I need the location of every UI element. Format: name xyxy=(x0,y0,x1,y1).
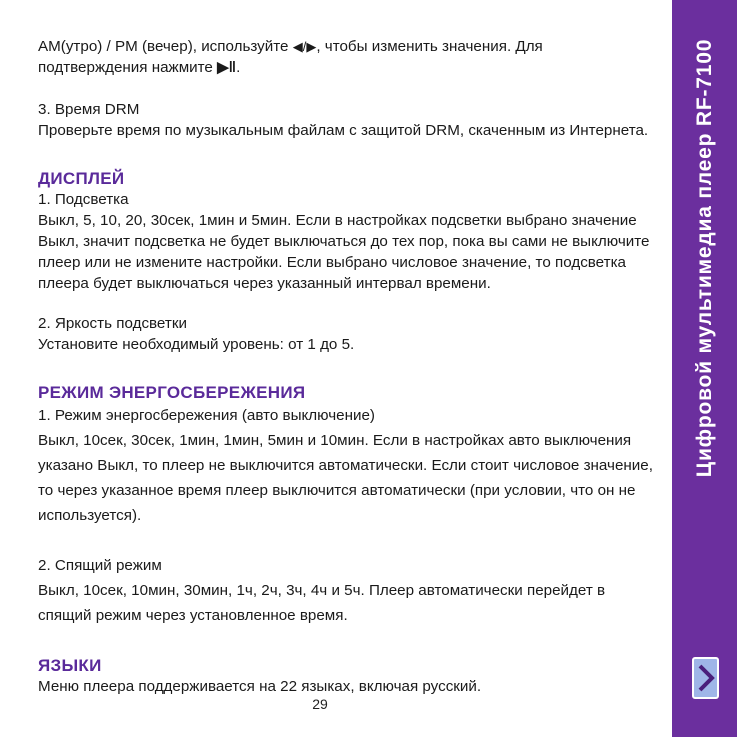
sidebar xyxy=(672,0,737,737)
chevron-right-icon xyxy=(697,663,715,693)
sidebar-title: Цифровой мультимедиа плеер RF-7100 xyxy=(692,38,716,478)
page-number: 29 xyxy=(312,696,328,712)
auto-off-heading: 1. Режим энергосбережения (авто выключение) xyxy=(38,407,375,424)
intro-suffix-1: , чтобы изменить значения. Для xyxy=(316,38,543,55)
display-section-title: ДИСПЛЕЙ xyxy=(38,169,125,188)
sleep-text: Выкл, 10сек, 10мин, 30мин, 1ч, 2ч, 3ч, 4ч и 5ч. Плеер автоматически перейдет в спящий режим через установленное время. xyxy=(38,582,606,624)
page-content xyxy=(38,36,653,697)
next-page-button[interactable] xyxy=(692,657,719,699)
brightness-text: Установите необходимый уровень: от 1 до 5. xyxy=(38,336,355,353)
backlight-heading: 1. Подсветка xyxy=(38,191,129,208)
intro-line-1 xyxy=(38,36,653,57)
languages-section-title: ЯЗЫКИ xyxy=(38,656,102,675)
sleep-heading: 2. Спящий режим xyxy=(38,557,162,574)
play-pause-icon: ▶‖ xyxy=(217,59,237,76)
intro-line-2 xyxy=(38,57,653,78)
power-section-title: РЕЖИМ ЭНЕРГОСБЕРЕЖЕНИЯ xyxy=(38,383,306,402)
brightness-heading: 2. Яркость подсветки xyxy=(38,315,187,332)
drm-text: Проверьте время по музыкальным файлам с защитой DRM, скаченным из Интернета. xyxy=(38,122,649,139)
intro-text-2: подтверждения нажмите xyxy=(38,59,213,76)
auto-off-text: Выкл, 10сек, 30сек, 1мин, 1мин, 5мин и 10мин. Если в настройках авто выключения указано Выкл, то плеер не выключится автоматически. Если стоит числовое значение, то через указанное время плеер выключится автоматически (при условии, что он не используется). xyxy=(38,432,653,524)
intro-suffix-2: . xyxy=(236,59,241,76)
drm-heading: 3. Время DRM xyxy=(38,101,140,118)
backlight-text: Выкл, 5, 10, 20, 30сек, 1мин и 5мин. Если в настройках подсветки выбрано значение Выкл, значит подсветка не будет выключаться до тех пор, пока вы сами не выключите плеер или не измените настройки. Если выбрано числовое значение, то подсветка плеера будет выключаться через указанный интервал времени. xyxy=(38,212,650,292)
languages-text: Меню плеера поддерживается на 22 языках, включая русский. xyxy=(38,678,482,695)
intro-text-1: AM(утро) / PM (вечер), используйте xyxy=(38,38,289,55)
power-body xyxy=(38,403,653,628)
prev-next-arrows-icon: ◀/▶ xyxy=(292,39,317,54)
